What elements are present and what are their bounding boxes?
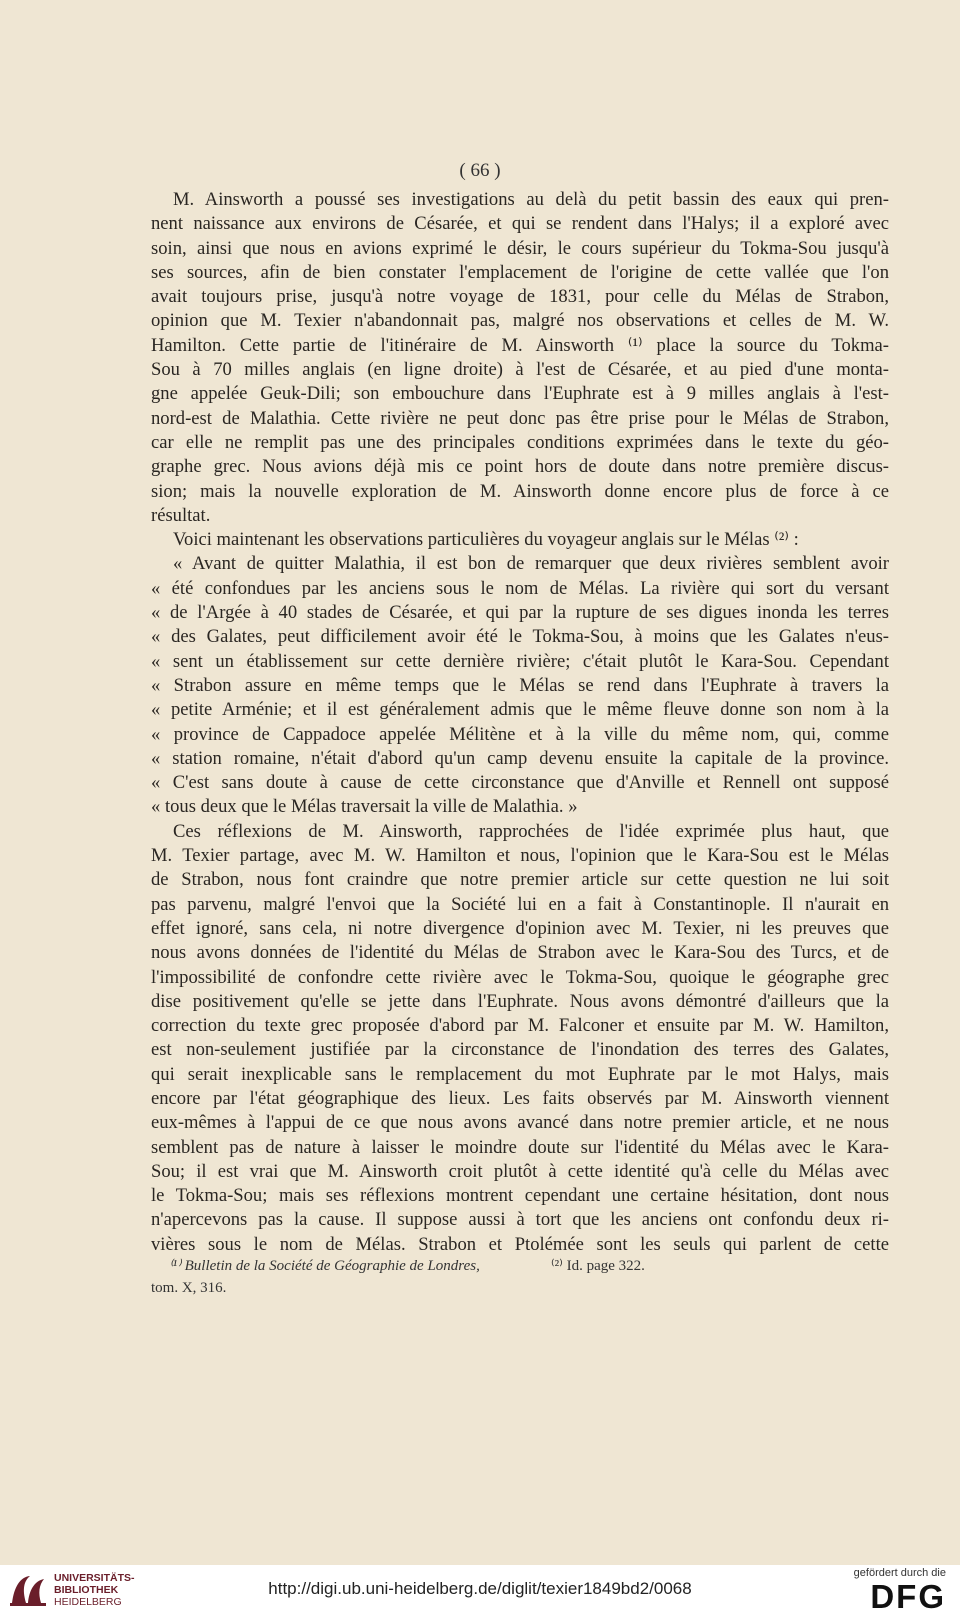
text-line: eux-mêmes à l'appui de ce que nous avons avancé dans notre premier article, et ne nous: [151, 1112, 889, 1134]
text-line: « station romaine, n'était d'abord qu'un camp devenu ensuite la capitale de la province.: [151, 747, 889, 769]
page-number: ( 66 ): [459, 160, 501, 181]
text-line: vières sous le nom de Mélas. Strabon et Ptolémée sont les seuls qui parlent de cette: [151, 1233, 889, 1255]
text-line: « petite Arménie; et il est généralement admis que le même fleuve donne son nom à la: [151, 699, 889, 721]
text-line: M. Texier partage, avec M. W. Hamilton et nous, l'opinion que le Kara-Sou est le Mélas: [151, 845, 889, 867]
text-line: Sou; il est vrai que M. Ainsworth croit plutôt à cette identité qu'à celle du Mélas avec: [151, 1160, 889, 1182]
library-name-line-3: HEIDELBERG: [54, 1596, 122, 1608]
text-line: Hamilton. Cette partie de l'itinéraire de M. Ainsworth ⁽¹⁾ place la source du Tokma-: [151, 334, 889, 356]
text-line: « des Galates, peut difficilement avoir été le Tokma-Sou, à moins que les Galates n'eus-: [151, 626, 889, 648]
text-line: nent naissance aux environs de Césarée, et qui se rendent dans l'Halys; il a exploré avec: [151, 213, 889, 235]
text-line: qui serait inexplicable sans le remplacement du mot Euphrate par le mot Halys, mais: [151, 1063, 889, 1085]
footnote-1: ⁽¹⁾ Bulletin de la Société de Géographie de Londres,: [169, 1258, 480, 1274]
text-line: de Strabon, nous font craindre que notre premier article sur cette question ne lui soit: [151, 869, 889, 891]
text-line: « de l'Argée à 40 stades de Césarée, et qui par la rupture de ses digues inonda les terres: [151, 602, 889, 624]
text-line: est non-seulement justifiée par la circonstance de l'inondation des terres des Galates,: [151, 1039, 889, 1061]
text-line: Sou à 70 milles anglais (en ligne droite) à l'est de Césarée, et au pied d'une monta-: [151, 359, 889, 381]
text-line: résultat.: [151, 504, 211, 526]
text-line: nord-est de Malathia. Cette rivière ne peut donc pas être prise pour le Mélas de Strabon,: [151, 407, 889, 429]
text-line: « tous deux que le Mélas traversait la ville de Malathia. »: [151, 796, 578, 818]
footer-bar: [0, 1565, 960, 1615]
text-line: graphe grec. Nous avions déjà mis ce point hors de doute dans notre première discus-: [151, 456, 889, 478]
text-line: soin, ainsi que nous en avions exprimé le désir, le cours supérieur du Tokma-Sou jusqu'à: [151, 237, 889, 259]
text-line: avait toujours prise, jusqu'à notre voyage de 1831, pour celle du Mélas de Strabon,: [151, 286, 889, 308]
document-url-link[interactable]: http://digi.ub.uni-heidelberg.de/diglit/texier1849bd2/0068: [268, 1579, 692, 1598]
library-name-line-1: UNIVERSITÄTS-: [54, 1572, 135, 1584]
text-line: le Tokma-Sou; mais ses réflexions montrent cependant une certaine hésitation, dont nous: [151, 1185, 889, 1207]
text-line: M. Ainsworth a poussé ses investigations au delà du petit bassin des eaux qui pren-: [173, 189, 889, 210]
text-line: effet ignoré, sans cela, ni notre divergence d'opinion avec M. Texier, ni les preuves que: [151, 917, 889, 939]
body-text: [151, 188, 889, 1257]
text-line: sion; mais la nouvelle exploration de M. Ainsworth donne encore plus de force à ce: [151, 480, 889, 502]
text-line: « province de Cappadoce appelée Mélitène et à la ville du même nom, qui, comme: [151, 723, 889, 745]
text-line: opinion que M. Texier n'abandonnait pas, malgré nos observations et celles de M. W.: [151, 310, 889, 332]
library-name-line-2: BIBLIOTHEK: [54, 1584, 119, 1596]
text-line: nous avons données de l'identité du Mélas de Strabon avec le Kara-Sou des Turcs, et de: [151, 942, 889, 964]
text-line: encore par l'état géographique des lieux. Les faits observés par M. Ainsworth viennent: [151, 1087, 889, 1109]
text-line: Ces réflexions de M. Ainsworth, rapprochées de l'idée exprimée plus haut, que: [173, 820, 889, 842]
text-line: l'impossibilité de confondre cette rivière avec le Tokma-Sou, quoique le géographe grec: [151, 966, 889, 988]
text-line: pas parvenu, malgré l'envoi que la Société lui en a fait à Constantinople. Il n'aurait en: [151, 893, 889, 915]
footnote-1-continuation: tom. X, 316.: [151, 1280, 227, 1296]
footnote-2: ⁽²⁾ Id. page 322.: [551, 1258, 645, 1274]
text-line: dise positivement qu'elle se jette dans l'Euphrate. Nous avons démontré d'ailleurs que la: [151, 990, 889, 1012]
dfg-logo[interactable]: DFG: [870, 1578, 946, 1615]
text-line: « C'est sans doute à cause de cette circonstance que d'Anville et Rennell ont supposé: [151, 772, 889, 794]
text-line: Voici maintenant les observations particulières du voyageur anglais sur le Mélas ⁽²⁾ :: [173, 529, 799, 551]
text-line: semblent pas de nature à laisser le moindre doute sur l'identité du Mélas avec le Kara-: [151, 1136, 889, 1158]
funder-label: gefördert durch die: [853, 1567, 946, 1579]
text-line: gne appelée Geuk-Dili; son embouchure dans l'Euphrate est à 9 milles anglais à l'est-: [151, 383, 889, 405]
text-line: « été confondues par les anciens sous le nom de Mélas. La rivière qui sort du versant: [151, 577, 889, 599]
text-line: « Avant de quitter Malathia, il est bon de remarquer que deux rivières semblent avoir: [173, 553, 889, 575]
text-line: « sent un établissement sur cette dernière rivière; c'était plutôt le Kara-Sou. Cependant: [151, 650, 889, 672]
text-line: car elle ne remplit pas une des principales conditions exprimées dans le texte du géo-: [151, 431, 889, 453]
text-line: n'apercevons pas la cause. Il suppose aussi à tort que les anciens ont confondu deux ri-: [151, 1209, 889, 1231]
text-line: « Strabon assure en même temps que le Mélas se rend dans l'Euphrate à travers la: [151, 674, 889, 696]
text-line: ses sources, afin de bien constater l'emplacement de l'origine de cette vallée que l'on: [151, 261, 889, 283]
text-line: correction du texte grec proposée d'abord par M. Falconer et ensuite par M. W. Hamilton,: [151, 1015, 889, 1037]
